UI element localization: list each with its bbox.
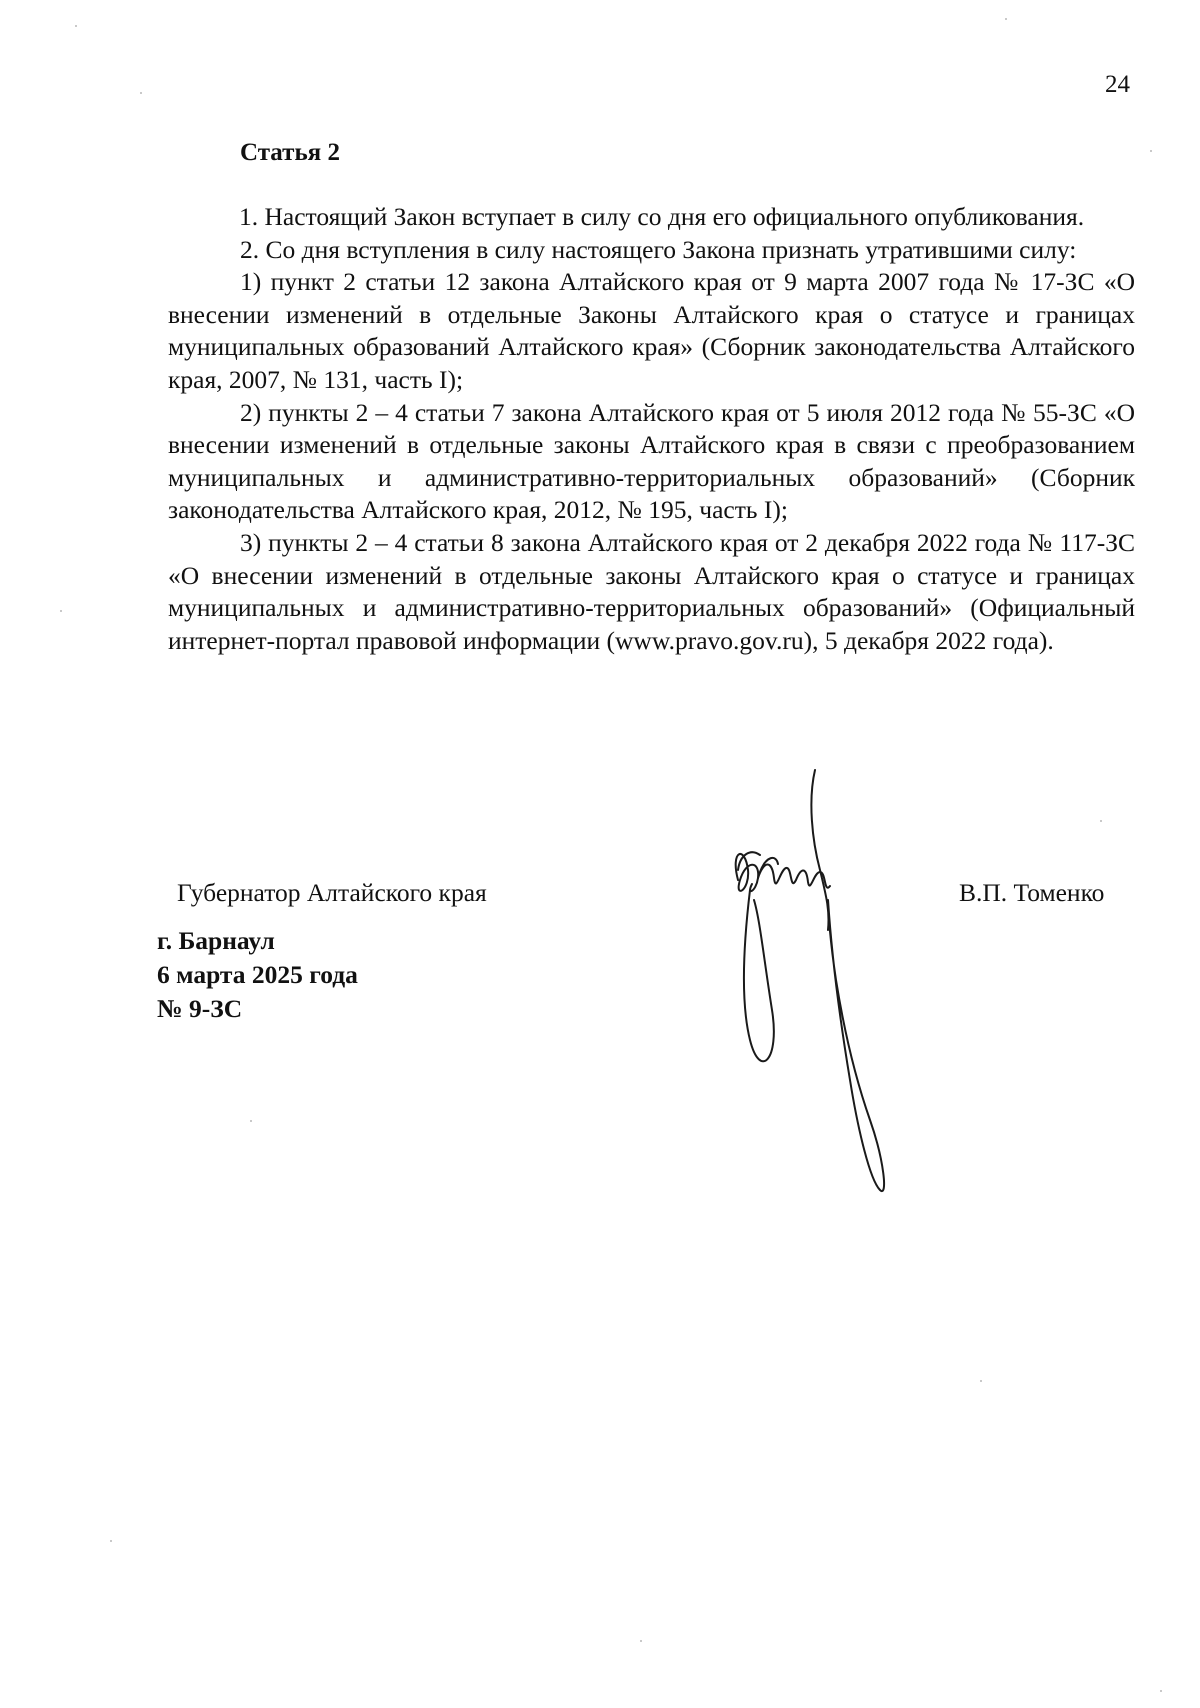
paragraph: 1. Настоящий Закон вступает в силу со дня его официального опубликования. <box>239 202 1085 231</box>
law-number: № 9-ЗС <box>157 994 243 1023</box>
page-number: 24 <box>1105 71 1130 98</box>
scan-speck <box>75 25 77 27</box>
article-heading: Статья 2 <box>240 139 340 166</box>
document-footer <box>157 924 358 1026</box>
article-body <box>168 201 1135 657</box>
paragraph: 3) пункты 2 – 4 статьи 8 закона Алтайского края от 2 декабря 2022 года № 117-ЗС «О внесении изменений в отдельные законы Алтайского края о статусе и границах муниципальных и административно-территориальных образований» (Официальный интернет-портал правовой информации (www.pravo.gov.ru), 5 декабря 2022 года). <box>168 527 1135 655</box>
paragraph: 2. Со дня вступления в силу настоящего Закона признать утратившими силу: <box>240 234 1077 264</box>
scan-speck <box>250 1120 252 1122</box>
signatory-title: Губернатор Алтайского края <box>177 878 487 907</box>
law-date: 6 марта 2025 года <box>157 960 358 989</box>
scan-speck <box>60 610 62 612</box>
scan-speck <box>980 1380 982 1382</box>
signatory-name: В.П. Томенко <box>959 878 1105 907</box>
scan-speck <box>140 92 142 94</box>
paragraph: 1) пункт 2 статьи 12 закона Алтайского края от 9 марта 2007 года № 17-ЗС «О внесении изменений в отдельные Законы Алтайского края о статусе и границах муниципальных образований Алтайского края» (Сборник законодательства Алтайского края, 2007, № 131, часть I); <box>168 267 1135 394</box>
scan-speck <box>1005 18 1007 20</box>
scan-speck <box>1160 1690 1162 1692</box>
scan-speck <box>640 1640 642 1642</box>
scan-speck <box>1100 820 1102 822</box>
scan-speck <box>1150 150 1152 152</box>
handwritten-signature <box>720 760 940 1200</box>
city: г. Барнаул <box>157 926 275 955</box>
paragraph: 2) пункты 2 – 4 статьи 7 закона Алтайского края от 5 июля 2012 года № 55-ЗС «О внесении изменений в отдельные законы Алтайского края в связи с преобразованием муниципальных и административно-территориальных образований» (Сборник законодательства Алтайского края, 2012, № 195, часть I); <box>168 397 1135 525</box>
scan-speck <box>110 1540 112 1542</box>
